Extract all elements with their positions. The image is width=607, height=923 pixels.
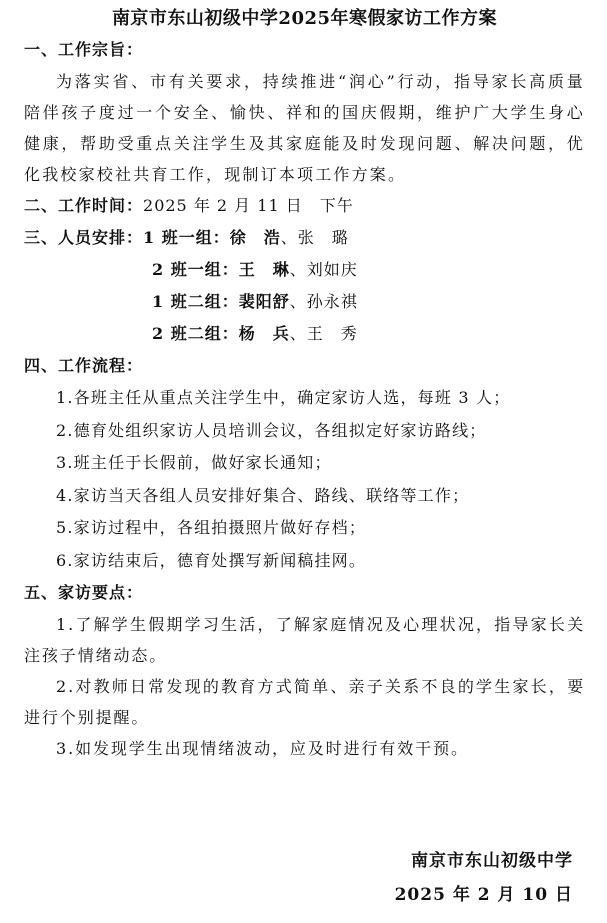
- section-2-value: 2025 年 2 月 11 日 下午: [143, 196, 354, 215]
- staff-member: 、张 璐: [280, 228, 349, 247]
- visit-point: 1.了解学生假期学习生活，了解家庭情况及心理状况，指导家长关注孩子情绪动态。: [24, 615, 585, 665]
- staff-leader: 裴阳舒: [238, 292, 290, 311]
- staff-row: [24, 254, 585, 286]
- workflow-item: 4.家访当天各组人员安排好集合、路线、联络等工作；: [56, 485, 470, 505]
- visit-point: 2.对教师日常发现的教育方式简单、亲子关系不良的学生家长，要进行个别提醒。: [24, 677, 585, 727]
- section-5-heading: 五、家访要点：: [24, 583, 144, 602]
- staff-row: [24, 286, 585, 318]
- staff-team: 2 班一组：: [152, 260, 239, 279]
- workflow-item: 5.家访过程中，各组拍摄照片做好存档；: [56, 518, 367, 537]
- workflow-item: 1.各班主任从重点关注学生中，确定家访人选，每班 3 人；: [56, 388, 511, 407]
- staff-leader: 杨 兵: [238, 324, 290, 343]
- staff-leader: 徐 浩: [229, 228, 281, 247]
- workflow-item: 3.班主任于长假前，做好家长通知；: [56, 453, 332, 472]
- section-2: [24, 190, 585, 222]
- staff-team: 1 班一组：: [143, 228, 230, 247]
- workflow-item: 2.德育处组织家访人员培训会议，各组拟定好家访路线；: [56, 420, 487, 440]
- staff-team: 1 班二组：: [152, 292, 239, 311]
- staff-row: [24, 318, 585, 350]
- signature-date: 2025 年 2 月 10 日: [394, 885, 573, 905]
- section-2-heading: 二、工作时间：: [24, 196, 144, 215]
- section-1-heading: 一、工作宗旨：: [24, 40, 144, 59]
- staff-member: 、孙永祺: [289, 292, 358, 311]
- staff-leader: 王 琳: [238, 260, 290, 279]
- visit-point: 3.如发现学生出现情绪波动，应及时进行有效干预。: [56, 739, 469, 758]
- staff-member: 、刘如庆: [289, 260, 358, 279]
- workflow-item: 6.家访结束后，德育处撰写新闻稿挂网。: [56, 550, 367, 570]
- section-1-paragraph: 为落实省、市有关要求，持续推进“润心”行动，指导家长高质量陪伴孩子度过一个安全、愉快、祥和的国庆假期，维护广大学生身心健康，帮助受重点关注学生及其家庭能及时发现问题、解决问题，优化我校家校社共育工作，现制订本项工作方案。: [24, 72, 585, 184]
- document-title: 南京市东山初级中学2025年寒假家访工作方案: [111, 8, 498, 29]
- signature-school: 南京市东山初级中学: [411, 851, 573, 871]
- section-3-heading: 三、人员安排：: [24, 228, 144, 247]
- section-4-heading: 四、工作流程：: [24, 356, 144, 375]
- staff-member: 、王 秀: [289, 324, 358, 343]
- staff-team: 2 班二组：: [152, 324, 239, 343]
- staff-row: [24, 222, 585, 254]
